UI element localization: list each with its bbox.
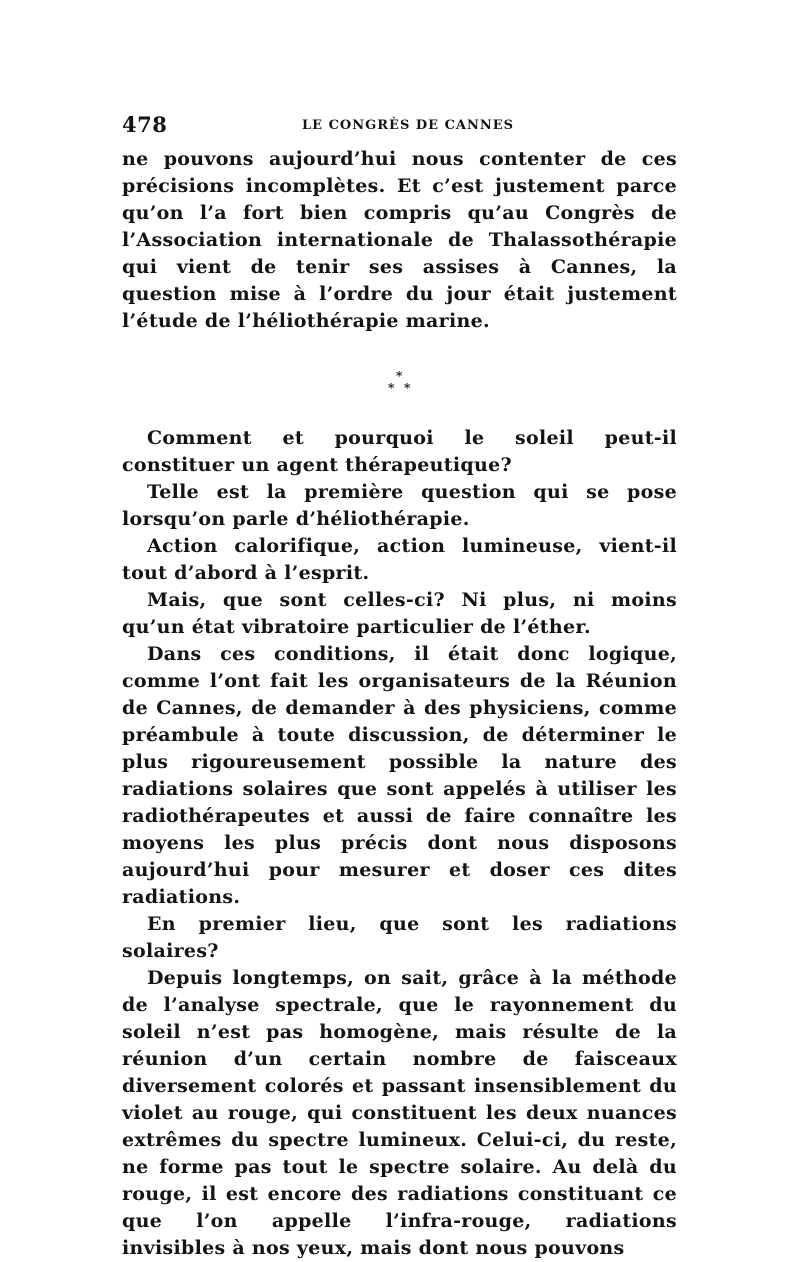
paragraph: Mais, que sont celles-ci? Ni plus, ni moins qu’un état vibratoire particulier de l’éther. <box>122 589 677 638</box>
page-header <box>122 112 677 146</box>
paragraph: Telle est la première question qui se pose lorsqu’on parle d’héliothérapie. <box>122 481 677 530</box>
body-text <box>122 146 677 1262</box>
paragraph: Dans ces conditions, il était donc logique, comme l’ont fait les organisateurs de la Réunion de Cannes, de demander à des physiciens, comme préambule à toute discussion, de déterminer le plus rigoureusement possible la nature des radiations solaires que sont appelés à utiliser les radiothérapeutes et aussi de faire connaître les moyens les plus précis dont nous disposons aujourd’hui pour mesurer et doser ces dites radiations. <box>122 643 677 908</box>
paragraph: ne pouvons aujourd’hui nous contenter de ces précisions incomplètes. Et c’est justement parce qu’on l’a fort bien compris qu’au Congrès de l’Association internationale de Thalassothérapie qui vient de tenir ses assises à Cannes, la question mise à l’ordre du jour était justement l’étude de l’héliothérapie marine. <box>122 148 677 332</box>
page-number: 478 <box>122 112 168 137</box>
book-page <box>122 112 677 1262</box>
asterism-star: * <box>404 381 411 395</box>
running-head: LE CONGRÈS DE CANNES <box>302 118 515 133</box>
paragraph: Action calorifique, action lumineuse, vient-il tout d’abord à l’esprit. <box>122 535 677 584</box>
paragraph: Depuis longtemps, on sait, grâce à la méthode de l’analyse spectrale, que le rayonnement du soleil n’est pas homogène, mais résulte de la réunion d’un certain nombre de faisceaux diversement colorés et passant insensiblement du violet au rouge, qui constituent les deux nuances extrêmes du spectre lumineux. Celui-ci, du reste, ne forme pas tout le spectre solaire. Au delà du rouge, il est encore des radiations constituant ce que l’on appelle l’infra-rouge, radiations invisibles à nos yeux, mais dont nous pouvons <box>122 967 677 1259</box>
paragraph: En premier lieu, que sont les radiations solaires? <box>122 913 677 962</box>
asterism-separator <box>122 335 677 425</box>
asterism-star: * <box>388 381 395 395</box>
paragraph: Comment et pourquoi le soleil peut-il constituer un agent thérapeutique? <box>122 427 677 476</box>
asterism-star: * <box>396 369 403 383</box>
